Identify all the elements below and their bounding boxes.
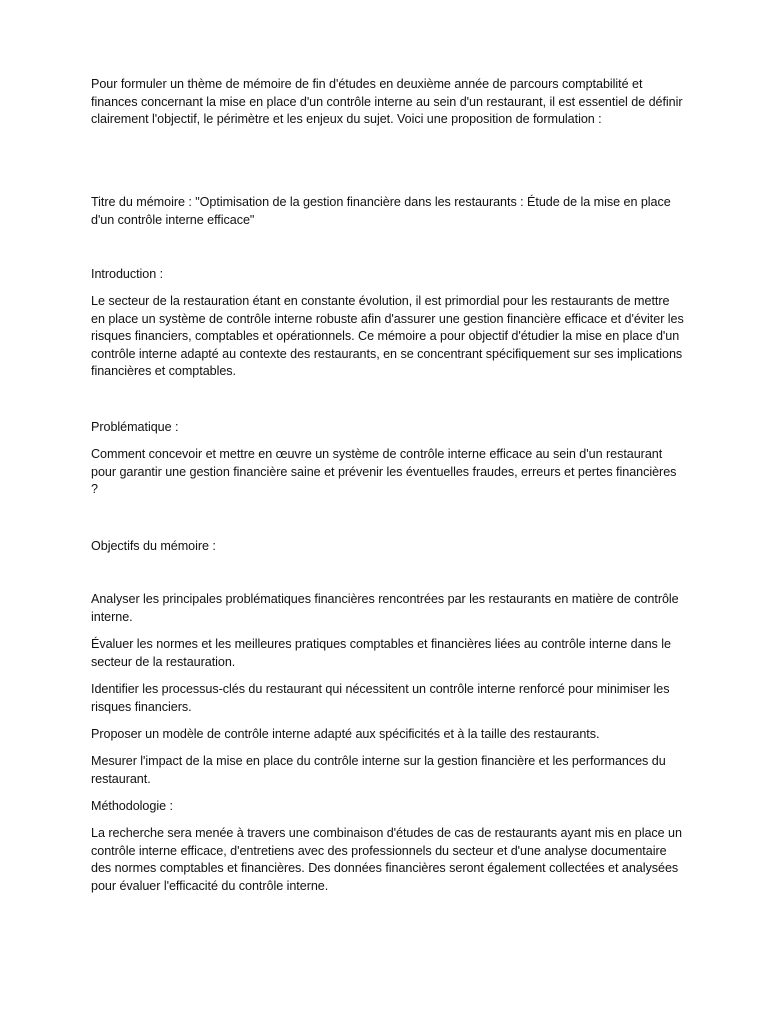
problematique-heading: Problématique :: [91, 420, 179, 434]
methodologie-paragraph: La recherche sera menée à travers une combinaison d'études de cas de restaurants ayant mis en place un contrôle interne efficace, d'entretiens avec des professionnels du secteur et d'une analyse documentaire des normes comptables et financières. Des données financières seront également collectées et analysées pour évaluer l'efficacité du contrôle interne.: [91, 826, 682, 893]
objective-item: Évaluer les normes et les meilleures pratiques comptables et financières liées au contrôle interne dans le secteur de la restauration.: [91, 637, 671, 669]
intro-paragraph: Pour formuler un thème de mémoire de fin d'études en deuxième année de parcours comptabilité et finances concernant la mise en place d'un contrôle interne au sein d'un restaurant, il est essentiel de définir clairement l'objectif, le périmètre et les enjeux du sujet. Voici une proposition de formulation :: [91, 77, 683, 127]
objective-item: Proposer un modèle de contrôle interne adapté aux spécificités et à la taille des restaurants.: [91, 727, 600, 741]
memoire-title: Titre du mémoire : "Optimisation de la gestion financière dans les restaurants : Étude de la mise en place d'un contrôle interne efficace": [91, 195, 671, 227]
objective-item: Identifier les processus-clés du restaurant qui nécessitent un contrôle interne renforcé pour minimiser les risques financiers.: [91, 682, 670, 714]
objective-item: Mesurer l'impact de la mise en place du contrôle interne sur la gestion financière et les performances du restaurant.: [91, 754, 666, 786]
introduction-heading: Introduction :: [91, 267, 164, 281]
introduction-paragraph: Le secteur de la restauration étant en constante évolution, il est primordial pour les restaurants de mettre en place un système de contrôle interne robuste afin d'assurer une gestion financière efficace et d'éviter les risques financiers, comptables et opérationnels. Ce mémoire a pour objectif d'étudier la mise en place d'un contrôle interne adapté au contexte des restaurants, en se concentrant spécifiquement sur ses implications financières et comptables.: [91, 294, 684, 379]
objective-item: Analyser les principales problématiques financières rencontrées par les restaurants en matière de contrôle interne.: [91, 592, 679, 624]
objectifs-heading: Objectifs du mémoire :: [91, 539, 216, 553]
methodologie-heading: Méthodologie :: [91, 799, 173, 813]
problematique-paragraph: Comment concevoir et mettre en œuvre un système de contrôle interne efficace au sein d'un restaurant pour garantir une gestion financière saine et prévenir les éventuelles fraudes, erreurs et pertes financières ?: [91, 447, 677, 497]
